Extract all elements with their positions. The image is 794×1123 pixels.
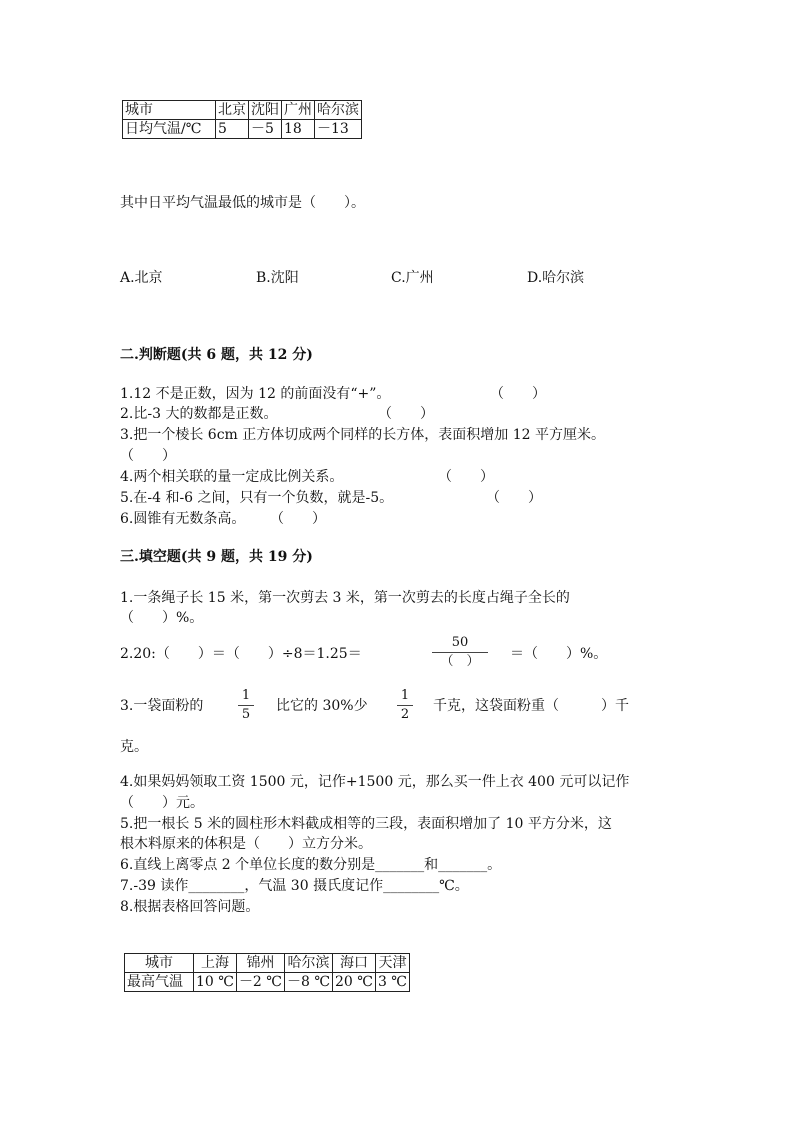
answer-paren: （ ） <box>270 511 326 527</box>
table-cell: 20 ℃ <box>333 973 376 992</box>
table-row <box>123 101 362 120</box>
fill-item: 8.根据表格回答问题。 <box>120 899 260 915</box>
table-cell: 沈阳 <box>249 101 282 120</box>
table-cell: 哈尔滨 <box>284 954 332 973</box>
fraction <box>397 688 413 723</box>
table-cell: 最高气温 <box>125 973 194 992</box>
judgement-item: 2.比-3 大的数都是正数。 <box>120 406 278 422</box>
table-cell: 哈尔滨 <box>315 101 362 120</box>
fraction <box>432 635 488 670</box>
fraction <box>238 688 254 723</box>
table-row <box>125 954 410 973</box>
option-d: D.哈尔滨 <box>527 270 585 286</box>
table-cell: 城市 <box>123 101 216 120</box>
judgement-item: 3.把一个棱长 6cm 正方体切成两个同样的长方体，表面积增加 12 平方厘米。 <box>120 427 605 443</box>
fill-item: 3.一袋面粉的 <box>120 698 204 714</box>
option-c: C.广州 <box>391 270 434 286</box>
city-temperature-table <box>122 100 362 139</box>
fraction-numerator: 50 <box>451 635 469 650</box>
fill-item: 5.把一根长 5 米的圆柱形木料截成相等的三段，表面积增加了 10 平方分米，这 <box>120 816 612 832</box>
fraction-denominator: 5 <box>241 707 251 722</box>
fill-item: 比它的 30%少 <box>276 698 368 714</box>
table-cell: 广州 <box>282 101 315 120</box>
table-cell: 10 ℃ <box>194 973 237 992</box>
fill-item: 7.-39 读作________，气温 30 摄氏度记作________℃。 <box>120 878 469 894</box>
table-cell: 北京 <box>216 101 249 120</box>
table-cell: 上海 <box>194 954 237 973</box>
fraction-bar <box>238 705 254 706</box>
table-cell: 海口 <box>333 954 376 973</box>
table-row <box>123 120 362 139</box>
fill-item: （ ）元。 <box>120 795 204 811</box>
fill-item: 1.一条绳子长 15 米，第一次剪去 3 米，第一次剪去的长度占绳子全长的 <box>120 590 570 606</box>
max-temperature-table <box>124 953 410 992</box>
option-a: A.北京 <box>120 270 163 286</box>
question-text: 其中日平均气温最低的城市是（ ）。 <box>120 195 365 211</box>
table-cell: 5 <box>216 120 249 139</box>
fill-item: 克。 <box>120 739 148 755</box>
table-cell: 城市 <box>125 954 194 973</box>
fill-item: 2.20:（ ）＝（ ）÷8＝1.25＝ <box>120 646 362 662</box>
table-cell: 3 ℃ <box>375 973 409 992</box>
fraction-bar <box>397 705 413 706</box>
judgement-item: 4.两个相关联的量一定成比例关系。 <box>120 469 344 485</box>
table-cell: －8 ℃ <box>284 973 332 992</box>
fraction-denominator: 2 <box>400 707 410 722</box>
table-cell: 18 <box>282 120 315 139</box>
answer-paren: （ ） <box>438 469 494 485</box>
table-cell: －13 <box>315 120 362 139</box>
table-cell: 日均气温/℃ <box>123 120 216 139</box>
fill-item: 千克，这袋面粉重（ ）千 <box>433 698 629 714</box>
fraction-denominator: （ ） <box>440 654 480 669</box>
table-cell: 天津 <box>375 954 409 973</box>
table-row <box>125 973 410 992</box>
section-heading-judgement: 二.判断题(共 6 题，共 12 分) <box>120 347 313 363</box>
fill-item: 6.直线上离零点 2 个单位长度的数分别是_______和_______。 <box>120 857 502 873</box>
fraction-numerator: 1 <box>400 688 410 703</box>
option-b: B.沈阳 <box>256 270 299 286</box>
fraction-numerator: 1 <box>241 688 251 703</box>
section-heading-fill: 三.填空题(共 9 题，共 19 分) <box>120 549 313 565</box>
judgement-item: 5.在-4 和-6 之间，只有一个负数，就是-5。 <box>120 490 394 506</box>
answer-paren: （ ） <box>120 448 176 464</box>
answer-paren: （ ） <box>378 406 434 422</box>
fill-item: （ ）%。 <box>120 610 204 626</box>
judgement-item: 6.圆锥有无数条高。 <box>120 511 246 527</box>
table-cell: －2 ℃ <box>236 973 284 992</box>
fill-item: ＝（ ）%。 <box>510 646 608 662</box>
table-cell: 锦州 <box>236 954 284 973</box>
judgement-item: 1.12 不是正数，因为 12 的前面没有“+”。 <box>120 386 391 402</box>
table-cell: －5 <box>249 120 282 139</box>
fraction-bar <box>432 652 488 653</box>
fill-item: 4.如果妈妈领取工资 1500 元，记作+1500 元，那么买一件上衣 400 元可以记作 <box>120 774 630 790</box>
answer-paren: （ ） <box>490 386 546 402</box>
answer-paren: （ ） <box>486 490 542 506</box>
fill-item: 根木料原来的体积是（ ）立方分米。 <box>120 836 372 852</box>
